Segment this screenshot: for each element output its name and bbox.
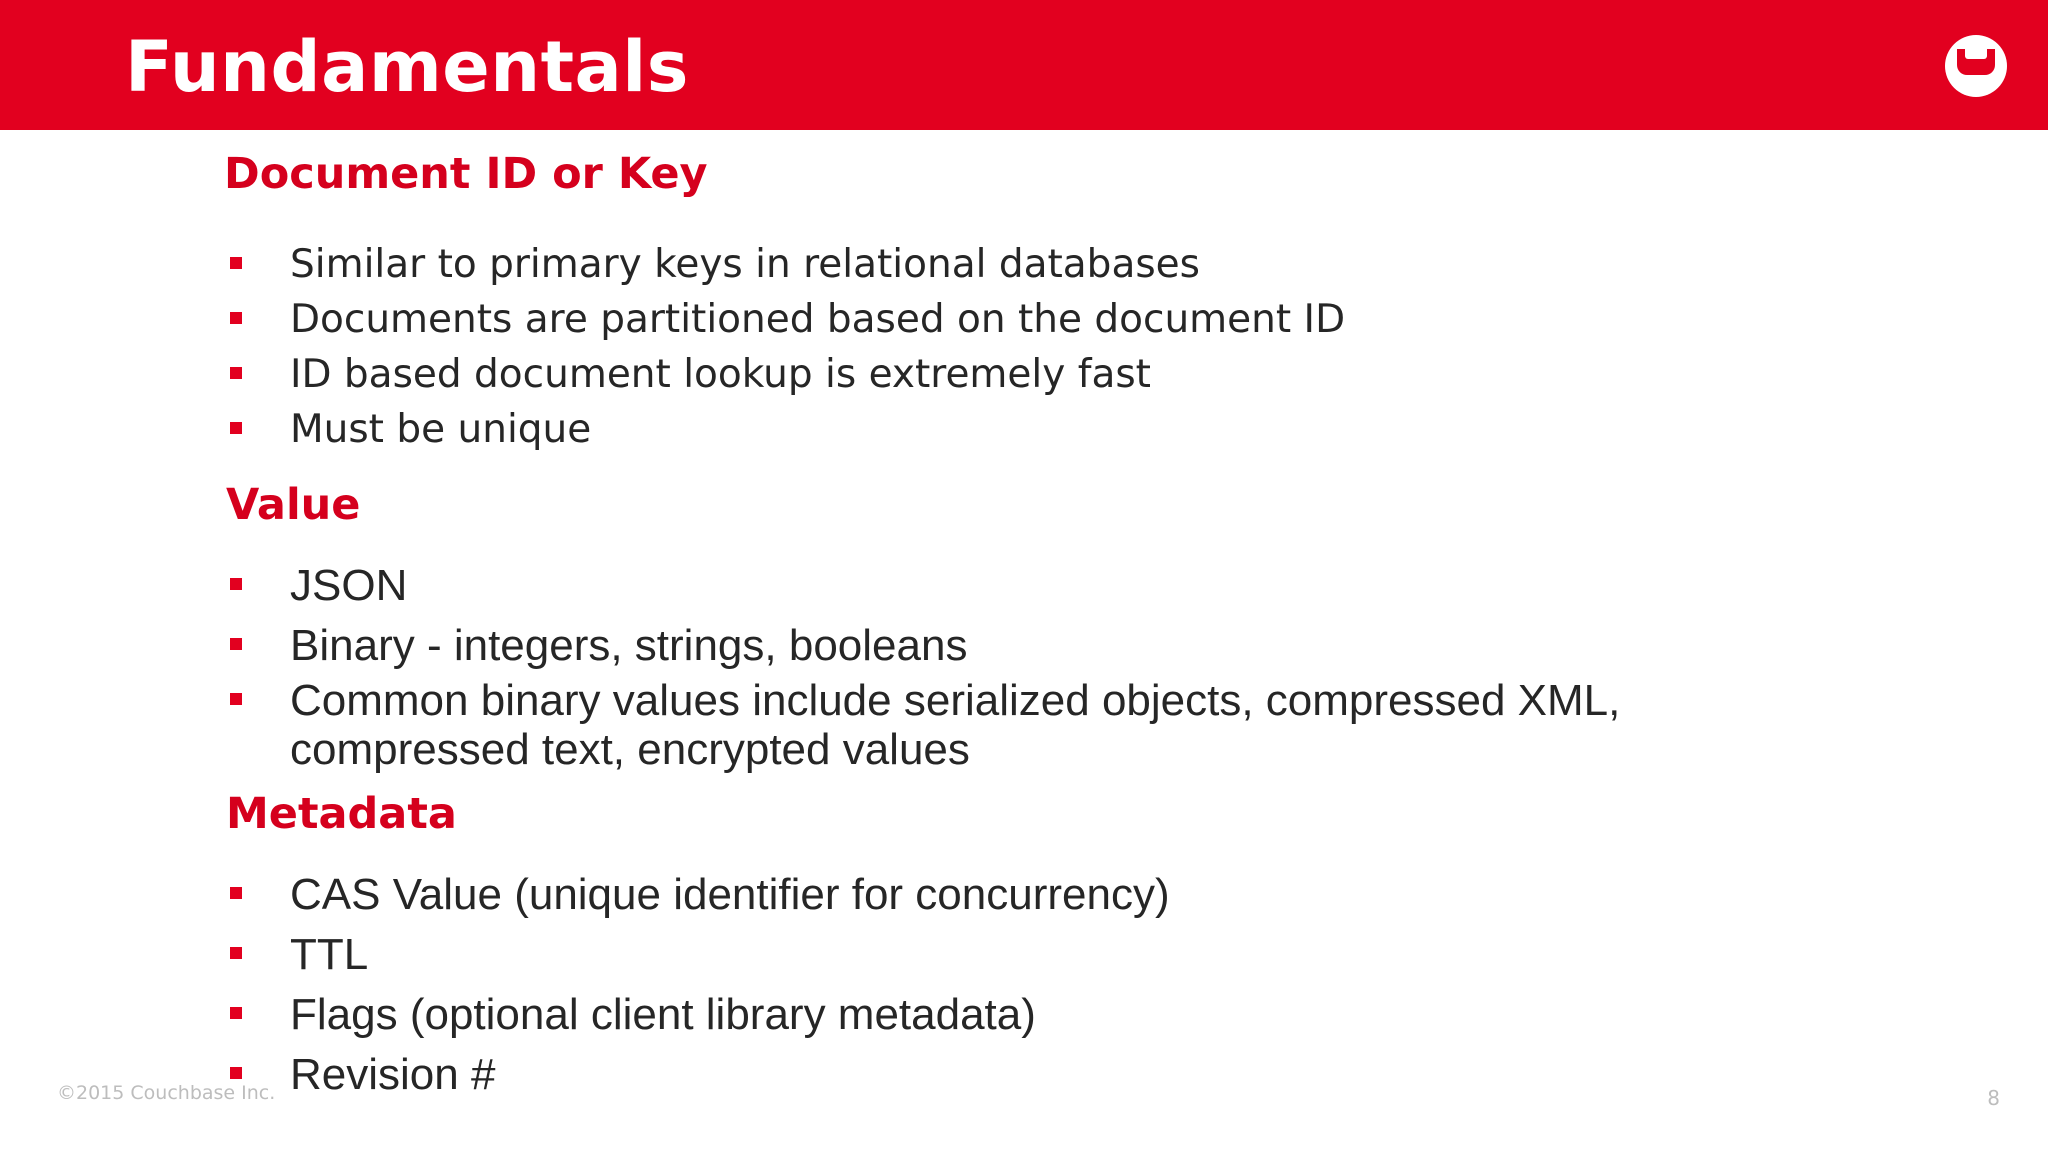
footer-copyright: ©2015 Couchbase Inc. (57, 1082, 276, 1104)
section-heading-metadata: Metadata (226, 789, 457, 839)
bullet-square-icon (230, 312, 242, 324)
list-item-text: Similar to primary keys in relational databases (290, 242, 1200, 287)
bullet-square-icon (230, 887, 242, 899)
bullet-square-icon (230, 367, 242, 379)
bullet-list-value (0, 556, 1700, 774)
couchbase-logo-icon (1945, 35, 2007, 97)
list-item (0, 292, 1345, 347)
bullet-square-icon (230, 257, 242, 269)
list-item (0, 985, 1170, 1045)
bullet-square-icon (230, 1067, 242, 1079)
list-item-text: Revision # (290, 1050, 496, 1099)
list-item-text: TTL (290, 930, 369, 979)
list-item-text: CAS Value (unique identifier for concurrency) (290, 870, 1170, 919)
bullet-square-icon (230, 638, 242, 650)
list-item-text: Common binary values include serialized objects, compressed XML, compressed text, encrypted values (290, 676, 1621, 774)
section-heading-value: Value (226, 480, 361, 530)
list-item (0, 556, 1700, 616)
list-item (0, 616, 1700, 676)
bullet-list-document-id (0, 237, 1345, 457)
list-item-text: Must be unique (290, 407, 592, 452)
list-item (0, 237, 1345, 292)
slide-title: Fundamentals (125, 26, 689, 108)
list-item-text: Binary - integers, strings, booleans (290, 621, 968, 670)
list-item (0, 402, 1345, 457)
bullet-square-icon (230, 693, 242, 705)
list-item (0, 347, 1345, 402)
header-bar (0, 0, 2048, 130)
bullet-square-icon (230, 578, 242, 590)
list-item-text: ID based document lookup is extremely fast (290, 352, 1151, 397)
bullet-square-icon (230, 422, 242, 434)
list-item-text: Flags (optional client library metadata) (290, 990, 1036, 1039)
list-item (0, 925, 1170, 985)
bullet-list-metadata (0, 865, 1170, 1105)
page-number: 8 (1987, 1086, 2000, 1110)
list-item (0, 865, 1170, 925)
list-item (0, 676, 1700, 774)
list-item-text: Documents are partitioned based on the document ID (290, 297, 1346, 342)
bullet-square-icon (230, 1007, 242, 1019)
list-item-text: JSON (290, 561, 408, 610)
section-heading-document-id: Document ID or Key (224, 149, 708, 199)
bullet-square-icon (230, 947, 242, 959)
